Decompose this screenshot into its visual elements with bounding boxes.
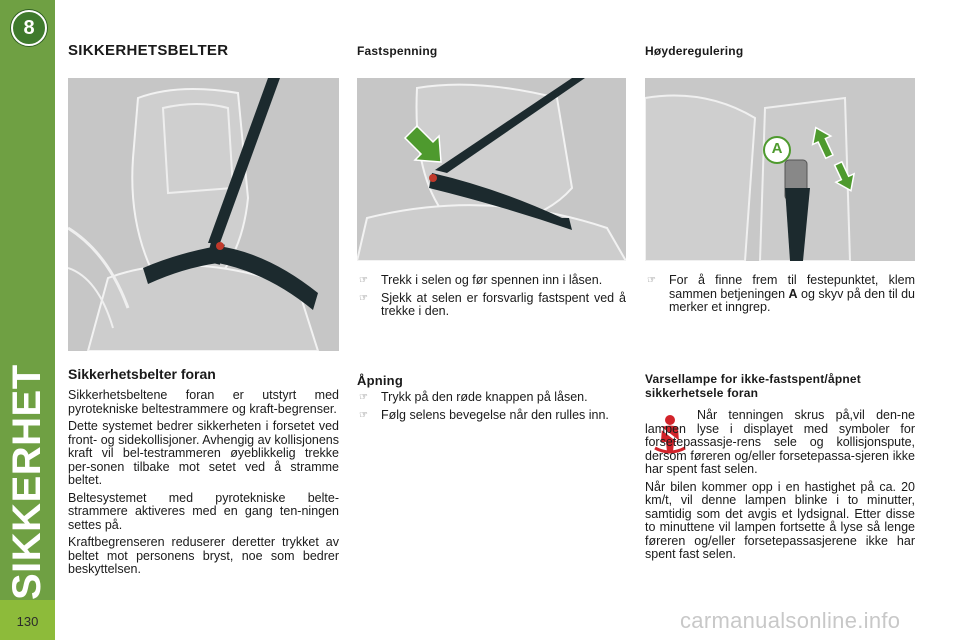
list-item: ☞ For å finne frem til festepunktet, klem sammen betjeningen A og skyv på den til du merker et inngrep. xyxy=(647,273,915,314)
list-item: ☞ Trekk i selen og før spennen inn i låsen. xyxy=(359,273,603,287)
warning-heading: Varsellampe for ikke-fastspent/åpnet sikkerhetsele foran xyxy=(645,372,861,400)
page-title: SIKKERHETSBELTER xyxy=(68,42,229,59)
seatbelt-seat-illustration xyxy=(68,78,339,351)
pointing-hand-icon: ☞ xyxy=(359,292,368,304)
paragraph: Dette systemet bedrer sikkerheten i forsetet ved front- og sidekollisjoner. Avhengig av kollisjonens kraft vil bel-testrammeren øyeblikkelig trekke per-sonen tilbake mot setet ved å stramme beltet. xyxy=(68,419,339,487)
chapter-number-badge: 8 xyxy=(11,10,47,46)
apning-heading: Åpning xyxy=(357,373,403,388)
page-number: 130 xyxy=(16,614,39,629)
warning-text xyxy=(645,409,915,566)
paragraph: Når bilen kommer opp i en hastighet på ca. 20 km/t, vil denne lampen blinke i to minutter, samtidig som det avgis et lydsignal. Etter disse to minuttene vil lampen fortsette å lyse så lenge føreren og/eller forsetepassasjerene ikke har spent fast selen. xyxy=(645,479,915,561)
hoyderegulering-list xyxy=(645,274,915,319)
figure-label-a: A xyxy=(771,140,783,157)
list-item: ☞ Følg selens bevegelse når den rulles inn. xyxy=(359,407,609,422)
height-adjustment-illustration xyxy=(645,78,915,261)
buckle-fastening-illustration xyxy=(357,78,626,261)
fastspenning-heading: Fastspenning xyxy=(357,44,438,58)
front-belts-text xyxy=(68,389,339,581)
pointing-hand-icon: ☞ xyxy=(359,275,368,286)
apning-list xyxy=(357,391,626,426)
chapter-title: SIKKERHET xyxy=(5,364,49,600)
front-belts-heading: Sikkerhetsbelter foran xyxy=(68,366,216,382)
pointing-hand-icon: ☞ xyxy=(359,392,368,403)
list-item: ☞ Trykk på den røde knappen på låsen. xyxy=(359,390,588,404)
paragraph: Sikkerhetsbeltene foran er utstyrt med pyrotekniske beltestrammere og kraft-begrenser. xyxy=(68,388,339,416)
pointing-hand-icon: ☞ xyxy=(359,409,368,421)
paragraph: Kraftbegrenseren reduserer deretter trykket av beltet mot personens bryst, noe som bedrer beskyttelsen. xyxy=(68,535,339,576)
paragraph: Beltesystemet med pyrotekniske belte-strammere aktiveres med en gang ten-ningen settes på. xyxy=(68,490,339,532)
list-item: ☞ Sjekk at selen er forsvarlig fastspent ved å trekke i den. xyxy=(359,290,626,318)
watermark: carmanualsonline.info xyxy=(680,608,901,633)
hoyderegulering-heading: Høyderegulering xyxy=(645,44,744,58)
fastspenning-list xyxy=(357,274,626,323)
pointing-hand-icon: ☞ xyxy=(647,275,656,286)
paragraph: Når tenningen skrus på,vil den-ne lampen lyse i displayet med symboler for forsetepassasje-rens sele og kollisjonspute, dersom føreren og/eller forsetepassa-sjeren ikke har spent fast selen. xyxy=(645,408,915,476)
